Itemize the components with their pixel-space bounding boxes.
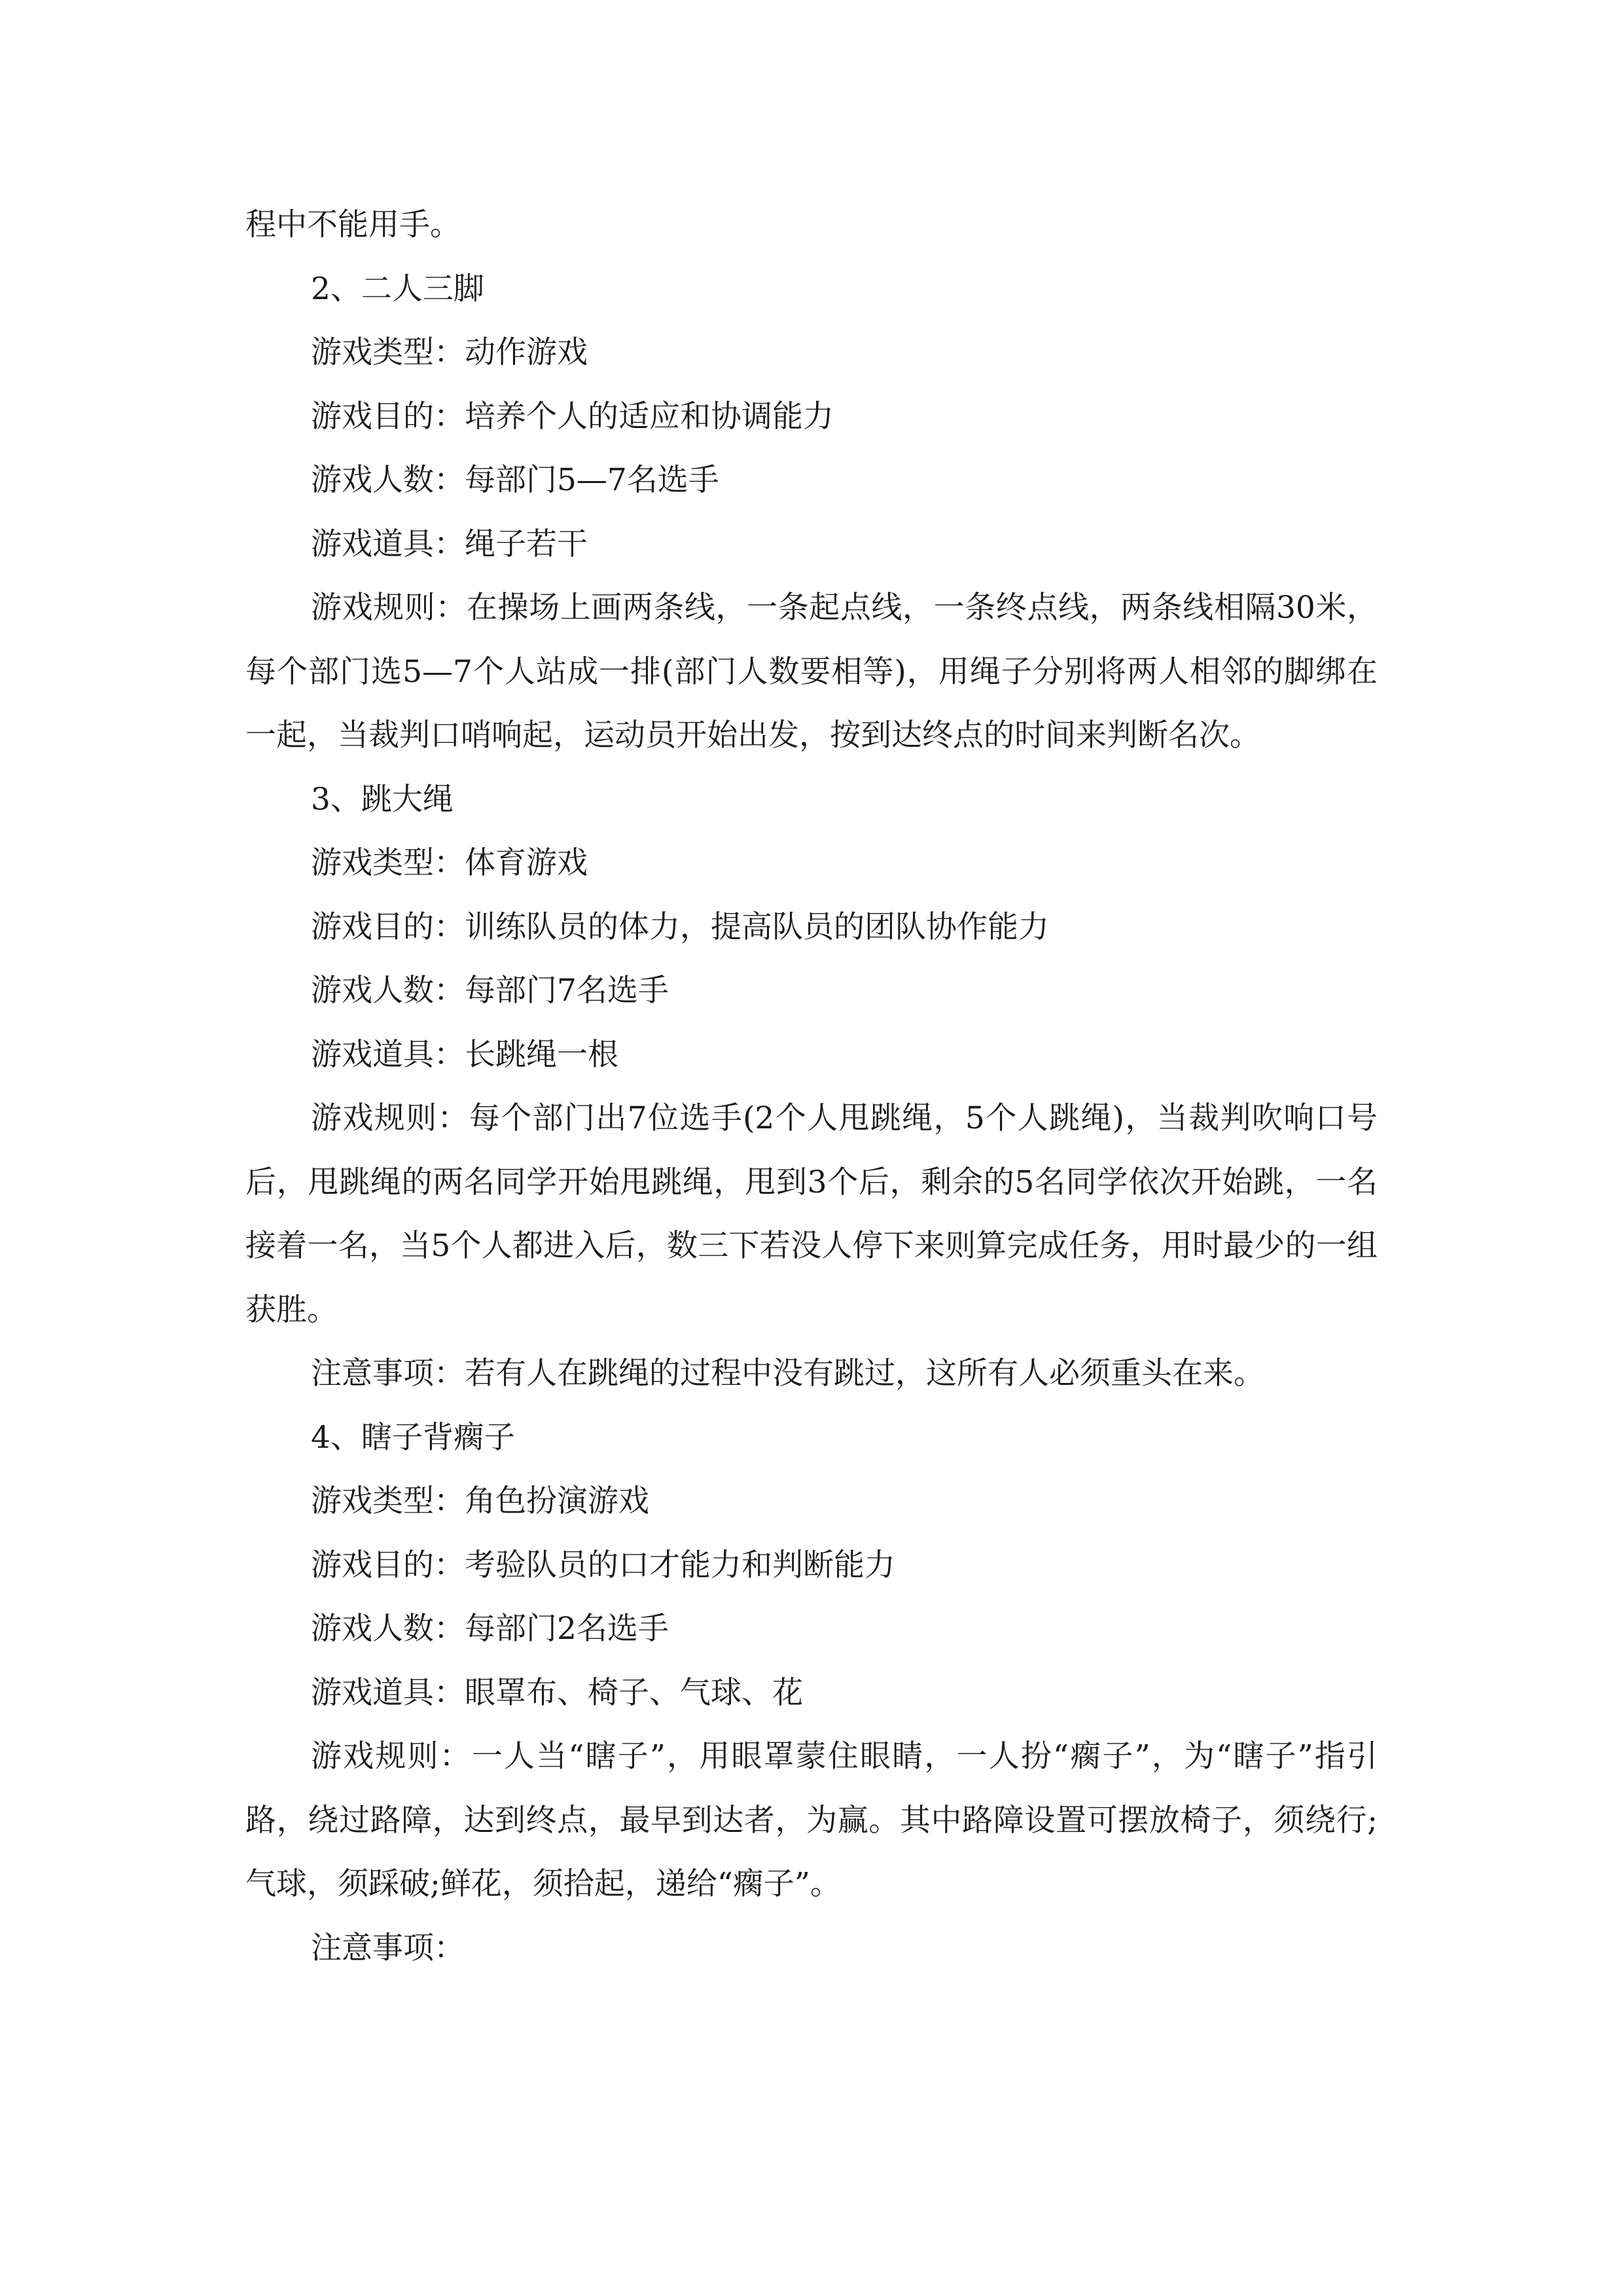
game-players: 游戏人数：每部门5—7名选手 (311, 462, 719, 498)
game-notes: 注意事项： (311, 1929, 465, 1966)
game-notes: 注意事项：若有人在跳绳的过程中没有跳过，这所有人必须重头在来。 (311, 1355, 1264, 1391)
game-rules: 游戏规则：每个部门出7位选手(2个人甩跳绳，5个人跳绳)，当裁判吹响口号后，甩跳绳的两名同学开始甩跳绳，甩到3个后，剩余的5名同学依次开始跳，一名接着一名，当5个人都进入后，数三下若没人停下来则算完成任务，用时最少的一组获胜。 (245, 1100, 1378, 1328)
game-players: 游戏人数：每部门7名选手 (311, 973, 669, 1009)
game-purpose: 游戏目的：培养个人的适应和协调能力 (311, 398, 834, 435)
section-heading-4: 4、瞎子背瘸子 (311, 1419, 515, 1456)
game-type: 游戏类型：角色扮演游戏 (311, 1483, 649, 1519)
game-rules: 游戏规则：一人当“瞎子”，用眼罩蒙住眼睛，一人扮“瘸子”，为“瞎子”指引路，绕过路障，达到终点，最早到达者，为赢。其中路障设置可摆放椅子，须绕行;气球，须踩破;鲜花，须拾起，递给“瘸子”。 (245, 1738, 1378, 1902)
game-props: 游戏道具：长跳绳一根 (311, 1036, 618, 1073)
game-props: 游戏道具：绳子若干 (311, 526, 588, 562)
game-type: 游戏类型：体育游戏 (311, 845, 588, 881)
game-type: 游戏类型：动作游戏 (311, 334, 588, 370)
game-purpose: 游戏目的：考验队员的口才能力和判断能力 (311, 1547, 895, 1583)
game-purpose: 游戏目的：训练队员的体力，提高队员的团队协作能力 (311, 908, 1049, 945)
game-players: 游戏人数：每部门2名选手 (311, 1611, 669, 1647)
game-props: 游戏道具：眼罩布、椅子、气球、花 (311, 1674, 803, 1711)
section-heading-3: 3、跳大绳 (311, 781, 454, 817)
section-heading-2: 2、二人三脚 (311, 270, 484, 307)
game-rules: 游戏规则：在操场上画两条线，一条起点线，一条终点线，两条线相隔30米，每个部门选5—7个人站成一排(部门人数要相等)，用绳子分别将两人相邻的脚绑在一起，当裁判口哨响起，运动员开始出发，按到达终点的时间来判断名次。 (245, 590, 1378, 753)
document-body (245, 193, 1378, 1980)
paragraph-continuation: 程中不能用手。 (245, 207, 461, 243)
